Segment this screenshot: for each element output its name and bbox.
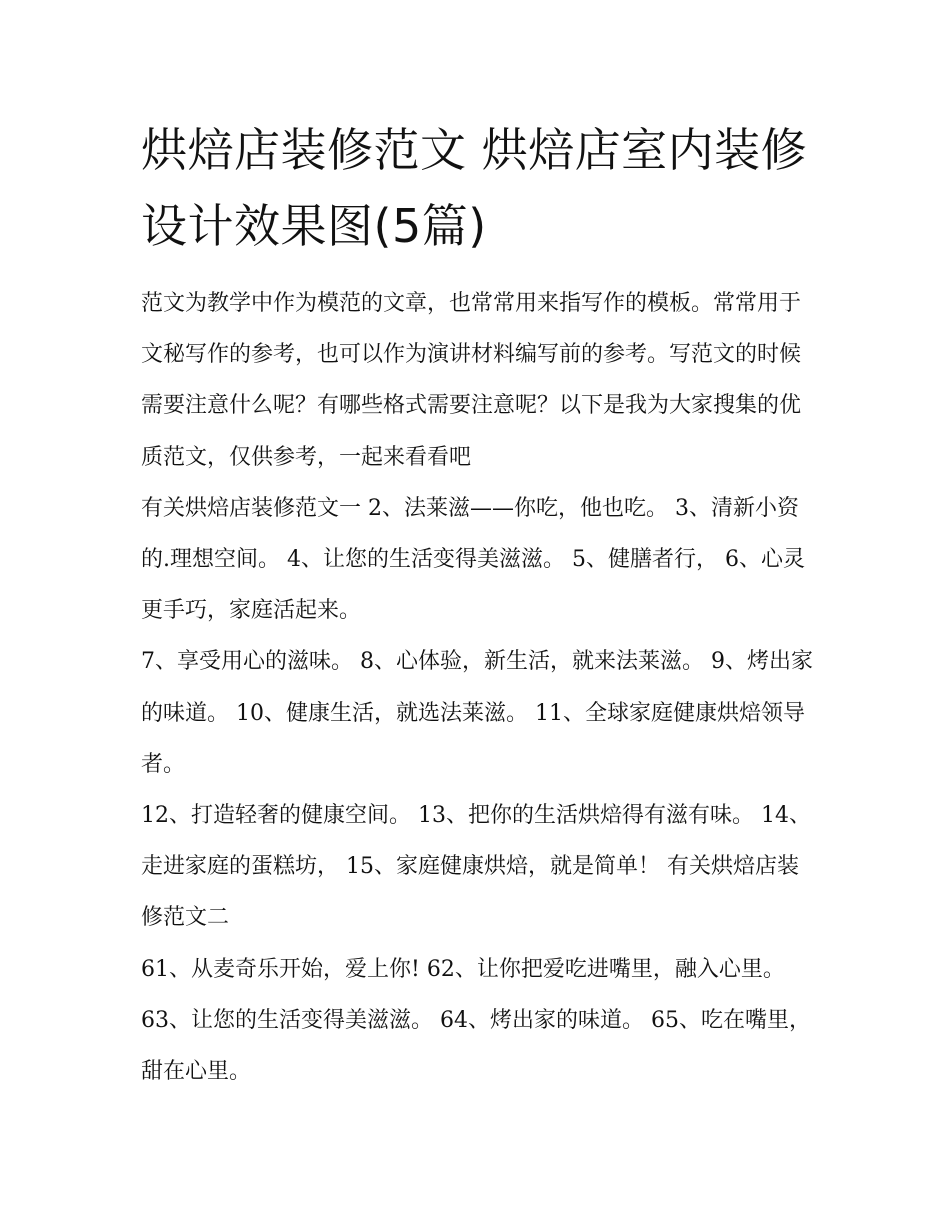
intro-paragraph: 范文为教学中作为模范的文章，也常常用来指写作的模板。常常用于文秘写作的参考，也可以作为演讲材料编写前的参考。写范文的时候需要注意什么呢？有哪些格式需要注意呢？以下是我为大家搜集的优质范文，仅供参考，一起来看看吧 — [141, 291, 802, 470]
slogan-paragraph-1: 有关烘焙店装修范文一 2、法莱滋——你吃，他也吃。 3、清新小资的.理想空间。 4、让您的生活变得美滋滋。 5、健膳者行， 6、心灵更手巧，家庭活起来。 — [141, 495, 805, 624]
slogan-paragraph-4: 61、从麦奇乐开始，爱上你! 62、让你把爱吃进嘴里，融入心里。 63、让您的生活变得美滋滋。 64、烤出家的味道。 65、吃在嘴里，甜在心里。 — [141, 956, 811, 1085]
slogan-paragraph-3: 12、打造轻奢的健康空间。 13、把你的生活烘焙得有滋有味。 14、走进家庭的蛋糕坊， 15、家庭健康烘焙，就是简单！ 有关烘焙店装修范文二 — [141, 803, 811, 931]
slogan-paragraph-2: 7、享受用心的滋味。 8、心体验，新生活，就来法莱滋。 9、烤出家的味道。 10、健康生活，就选法莱滋。 11、全球家庭健康烘焙领导者。 — [141, 649, 813, 777]
document-page — [141, 112, 813, 1097]
document-title: 烘焙店装修范文 烘焙店室内装修设计效果图(5篇) — [141, 123, 808, 253]
document-body — [141, 278, 813, 1097]
